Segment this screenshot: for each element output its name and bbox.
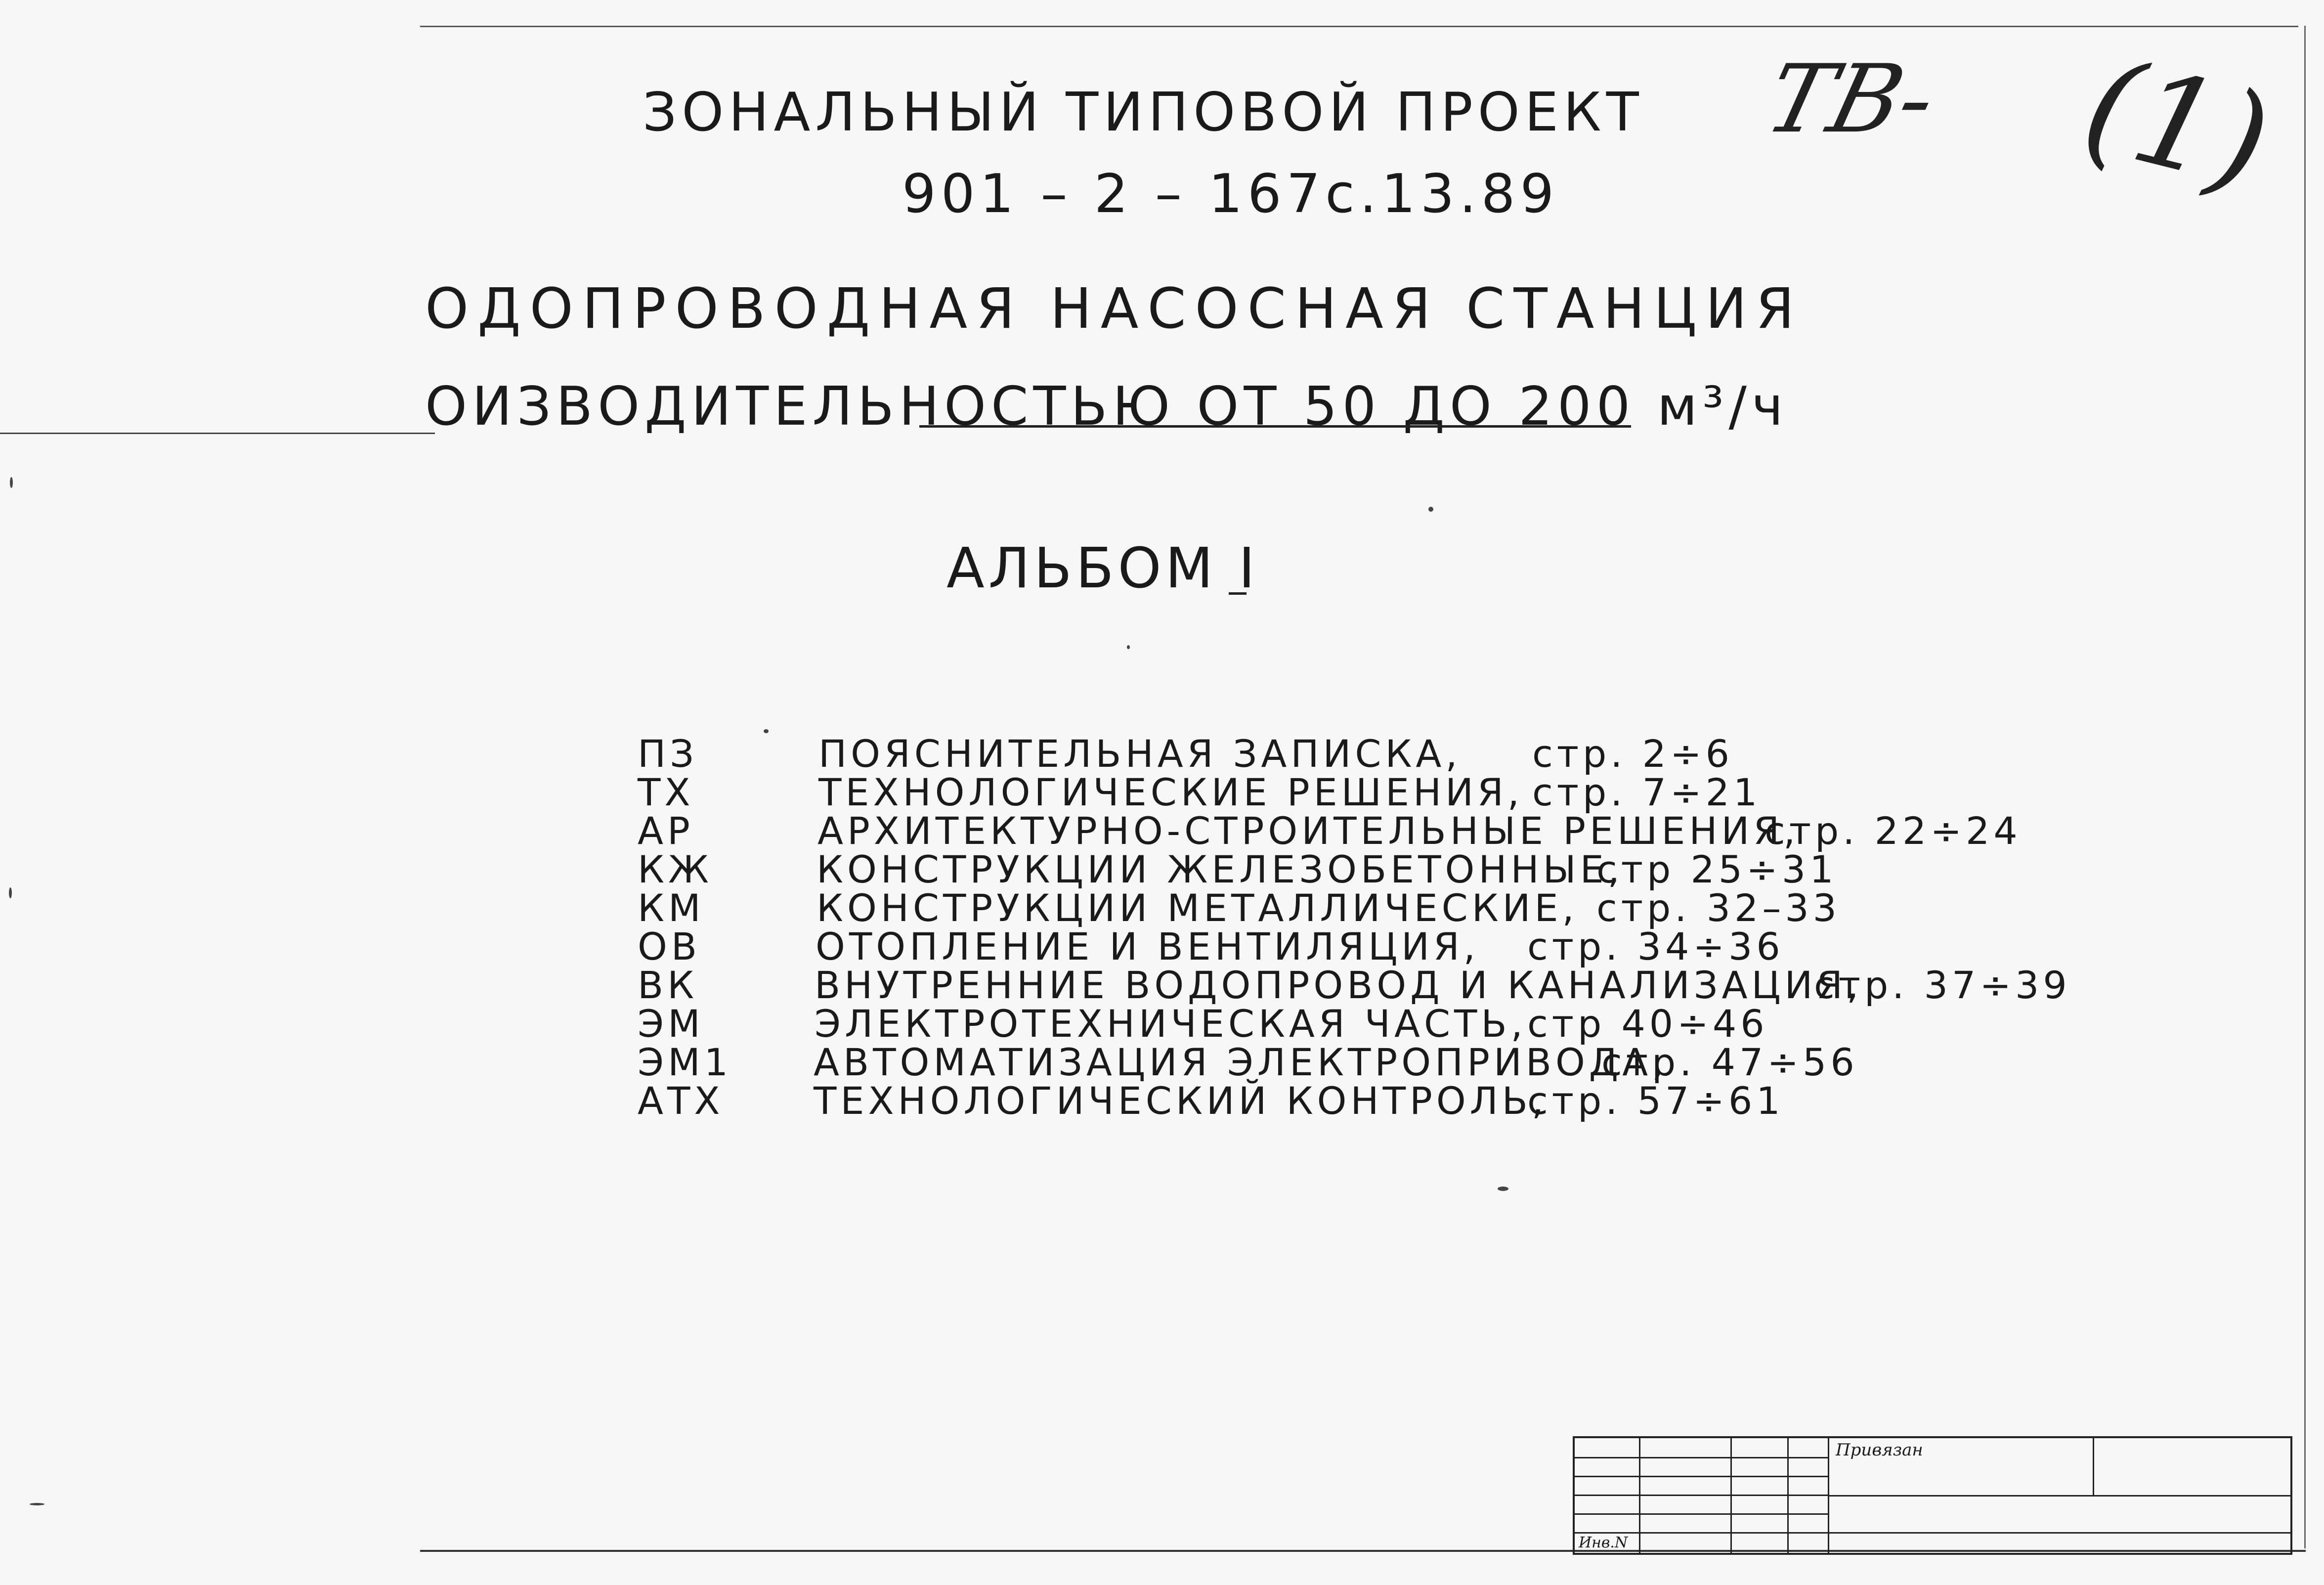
stamp-row-line: [1575, 1513, 1828, 1515]
section-code: ТХ: [638, 770, 694, 814]
section-code: ЭМ1: [638, 1040, 732, 1084]
stamp-row-line: [1575, 1476, 1828, 1477]
scan-speck: [9, 887, 12, 898]
title-block-stamp: [1573, 1436, 2292, 1555]
section-pages: стр. 22÷24: [1765, 809, 2022, 853]
inventory-number-label: Инв.N: [1579, 1534, 1628, 1551]
section-pages: стр. 34÷36: [1527, 925, 1784, 969]
section-pages: стр. 37÷39: [1814, 963, 2071, 1007]
stamp-divider: [2093, 1438, 2094, 1495]
section-code: КЖ: [638, 847, 713, 891]
section-code: ЭМ: [638, 1002, 704, 1046]
scan-speck: [1127, 645, 1130, 649]
section-code: АР: [638, 809, 694, 853]
section-title: КОНСТРУКЦИИ ЖЕЛЕЗОБЕТОННЫЕ,: [817, 847, 1624, 891]
section-code: ПЗ: [638, 732, 698, 776]
attached-label: Привязан: [1836, 1440, 1923, 1460]
stamp-row-line: [1828, 1532, 2290, 1534]
station-title: ОДОПРОВОДНАЯ НАСОСНАЯ СТАНЦИЯ: [425, 277, 1804, 341]
handwritten-code: ТВ-: [1756, 44, 1947, 154]
stamp-row-line: [1575, 1457, 1828, 1458]
stamp-row-line: [1828, 1495, 2290, 1497]
section-pages: стр. 2÷6: [1532, 732, 1734, 776]
frame-right-line: [2304, 26, 2306, 1548]
album-title: АЛЬБОМ I: [947, 536, 1259, 601]
section-title: АВТОМАТИЗАЦИЯ ЭЛЕКТРОПРИВОДА,: [814, 1040, 1668, 1084]
stamp-row-line: [1575, 1495, 1828, 1496]
section-pages: стр. 57÷61: [1527, 1079, 1784, 1123]
capacity-strike-line: [919, 425, 1631, 428]
section-title: ПОЯСНИТЕЛЬНАЯ ЗАПИСКА,: [818, 732, 1462, 776]
station-capacity: ОИЗВОДИТЕЛЬНОСТЬЮ ОТ 50 ДО 200 м³/ч: [425, 376, 1788, 438]
section-title: ТЕХНОЛОГИЧЕСКИЕ РЕШЕНИЯ,: [818, 770, 1523, 814]
scan-speck: [10, 477, 13, 488]
project-type-heading: ЗОНАЛЬНЫЙ ТИПОВОЙ ПРОЕКТ: [643, 82, 1644, 143]
section-pages: стр 40÷46: [1527, 1002, 1768, 1046]
frame-left-line: [0, 433, 435, 434]
section-pages: стр. 47÷56: [1601, 1040, 1858, 1084]
album-underline: [1229, 592, 1247, 595]
section-code: ВК: [638, 963, 698, 1007]
section-code: АТХ: [638, 1079, 724, 1123]
scan-speck: [1498, 1187, 1508, 1191]
scan-speck: [1428, 507, 1433, 512]
section-title: КОНСТРУКЦИИ МЕТАЛЛИЧЕСКИЕ,: [817, 886, 1578, 930]
section-title: ВНУТРЕННИЕ ВОДОПРОВОД И КАНАЛИЗАЦИЯ,: [815, 963, 1863, 1007]
section-pages: стр. 32–33: [1596, 886, 1841, 930]
project-number: 901 – 2 – 167с.13.89: [902, 163, 1559, 225]
section-pages: стр 25÷31: [1596, 847, 1838, 891]
section-code: КМ: [638, 886, 705, 930]
section-code: ОВ: [638, 925, 701, 969]
section-title: ТЕХНОЛОГИЧЕСКИЙ КОНТРОЛЬ,: [814, 1079, 1548, 1123]
scan-speck: [764, 729, 769, 733]
frame-top-line: [420, 26, 2298, 27]
stamp-row-line: [1575, 1532, 1828, 1534]
section-pages: стр. 7÷21: [1532, 770, 1762, 814]
section-title: АРХИТЕКТУРНО-СТРОИТЕЛЬНЫЕ РЕШЕНИЯ,: [818, 809, 1800, 853]
section-title: ОТОПЛЕНИЕ И ВЕНТИЛЯЦИЯ,: [816, 925, 1479, 969]
handwritten-sheet-number: (1): [2070, 29, 2283, 219]
section-title: ЭЛЕКТРОТЕХНИЧЕСКАЯ ЧАСТЬ,: [815, 1002, 1527, 1046]
scan-speck: [30, 1503, 44, 1505]
